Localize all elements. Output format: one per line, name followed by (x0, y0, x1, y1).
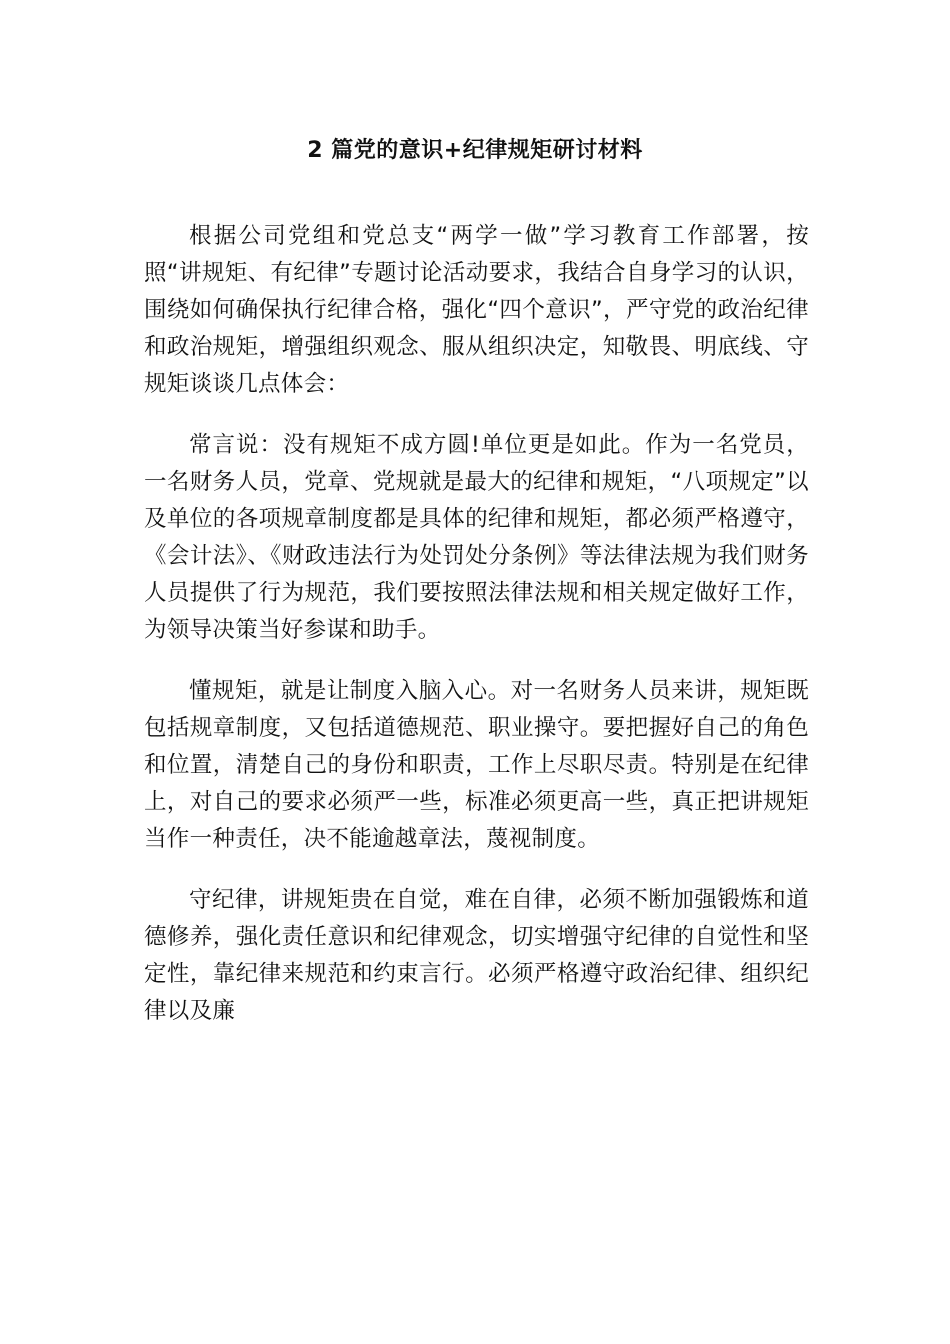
document-body (144, 218, 809, 1054)
paragraph-understand-rules: 懂规矩，就是让制度入脑入心。对一名财务人员来讲，规矩既包括规章制度，又包括道德规范、职业操守。要把握好自己的角色和位置，清楚自己的身份和职责，工作上尽职尽责。特别是在纪律上，对自己的要求必须严一些，标准必须更高一些，真正把讲规矩当作一种责任，决不能逾越章法，蔑视制度。 (144, 678, 809, 852)
paragraph-observe-discipline: 守纪律，讲规矩贵在自觉，难在自律，必须不断加强锻炼和道德修养，强化责任意识和纪律观念，切实增强守纪律的自觉性和坚定性，靠纪律来规范和约束言行。必须严格遵守政治纪律、组织纪律以及廉 (144, 887, 809, 1024)
paragraph-intro: 根据公司党组和党总支“两学一做”学习教育工作部署，按照“讲规矩、有纪律”专题讨论活动要求，我结合自身学习的认识，围绕如何确保执行纪律合格，强化“四个意识”，严守党的政治纪律和政治规矩，增强组织观念、服从组织决定，知敬畏、明底线、守规矩谈谈几点体会： (144, 223, 809, 397)
document-title: 2 篇党的意识+纪律规矩研讨材料 (307, 138, 643, 163)
paragraph-rules-importance: 常言说：没有规矩不成方圆!单位更是如此。作为一名党员，一名财务人员，党章、党规就是最大的纪律和规矩，“八项规定”以及单位的各项规章制度都是具体的纪律和规矩，都必须严格遵守，《会计法》、《财政违法行为处罚处分条例》等法律法规为我们财务人员提供了行为规范，我们要按照法律法规和相关规定做好工作，为领导决策当好参谋和助手。 (144, 432, 809, 643)
